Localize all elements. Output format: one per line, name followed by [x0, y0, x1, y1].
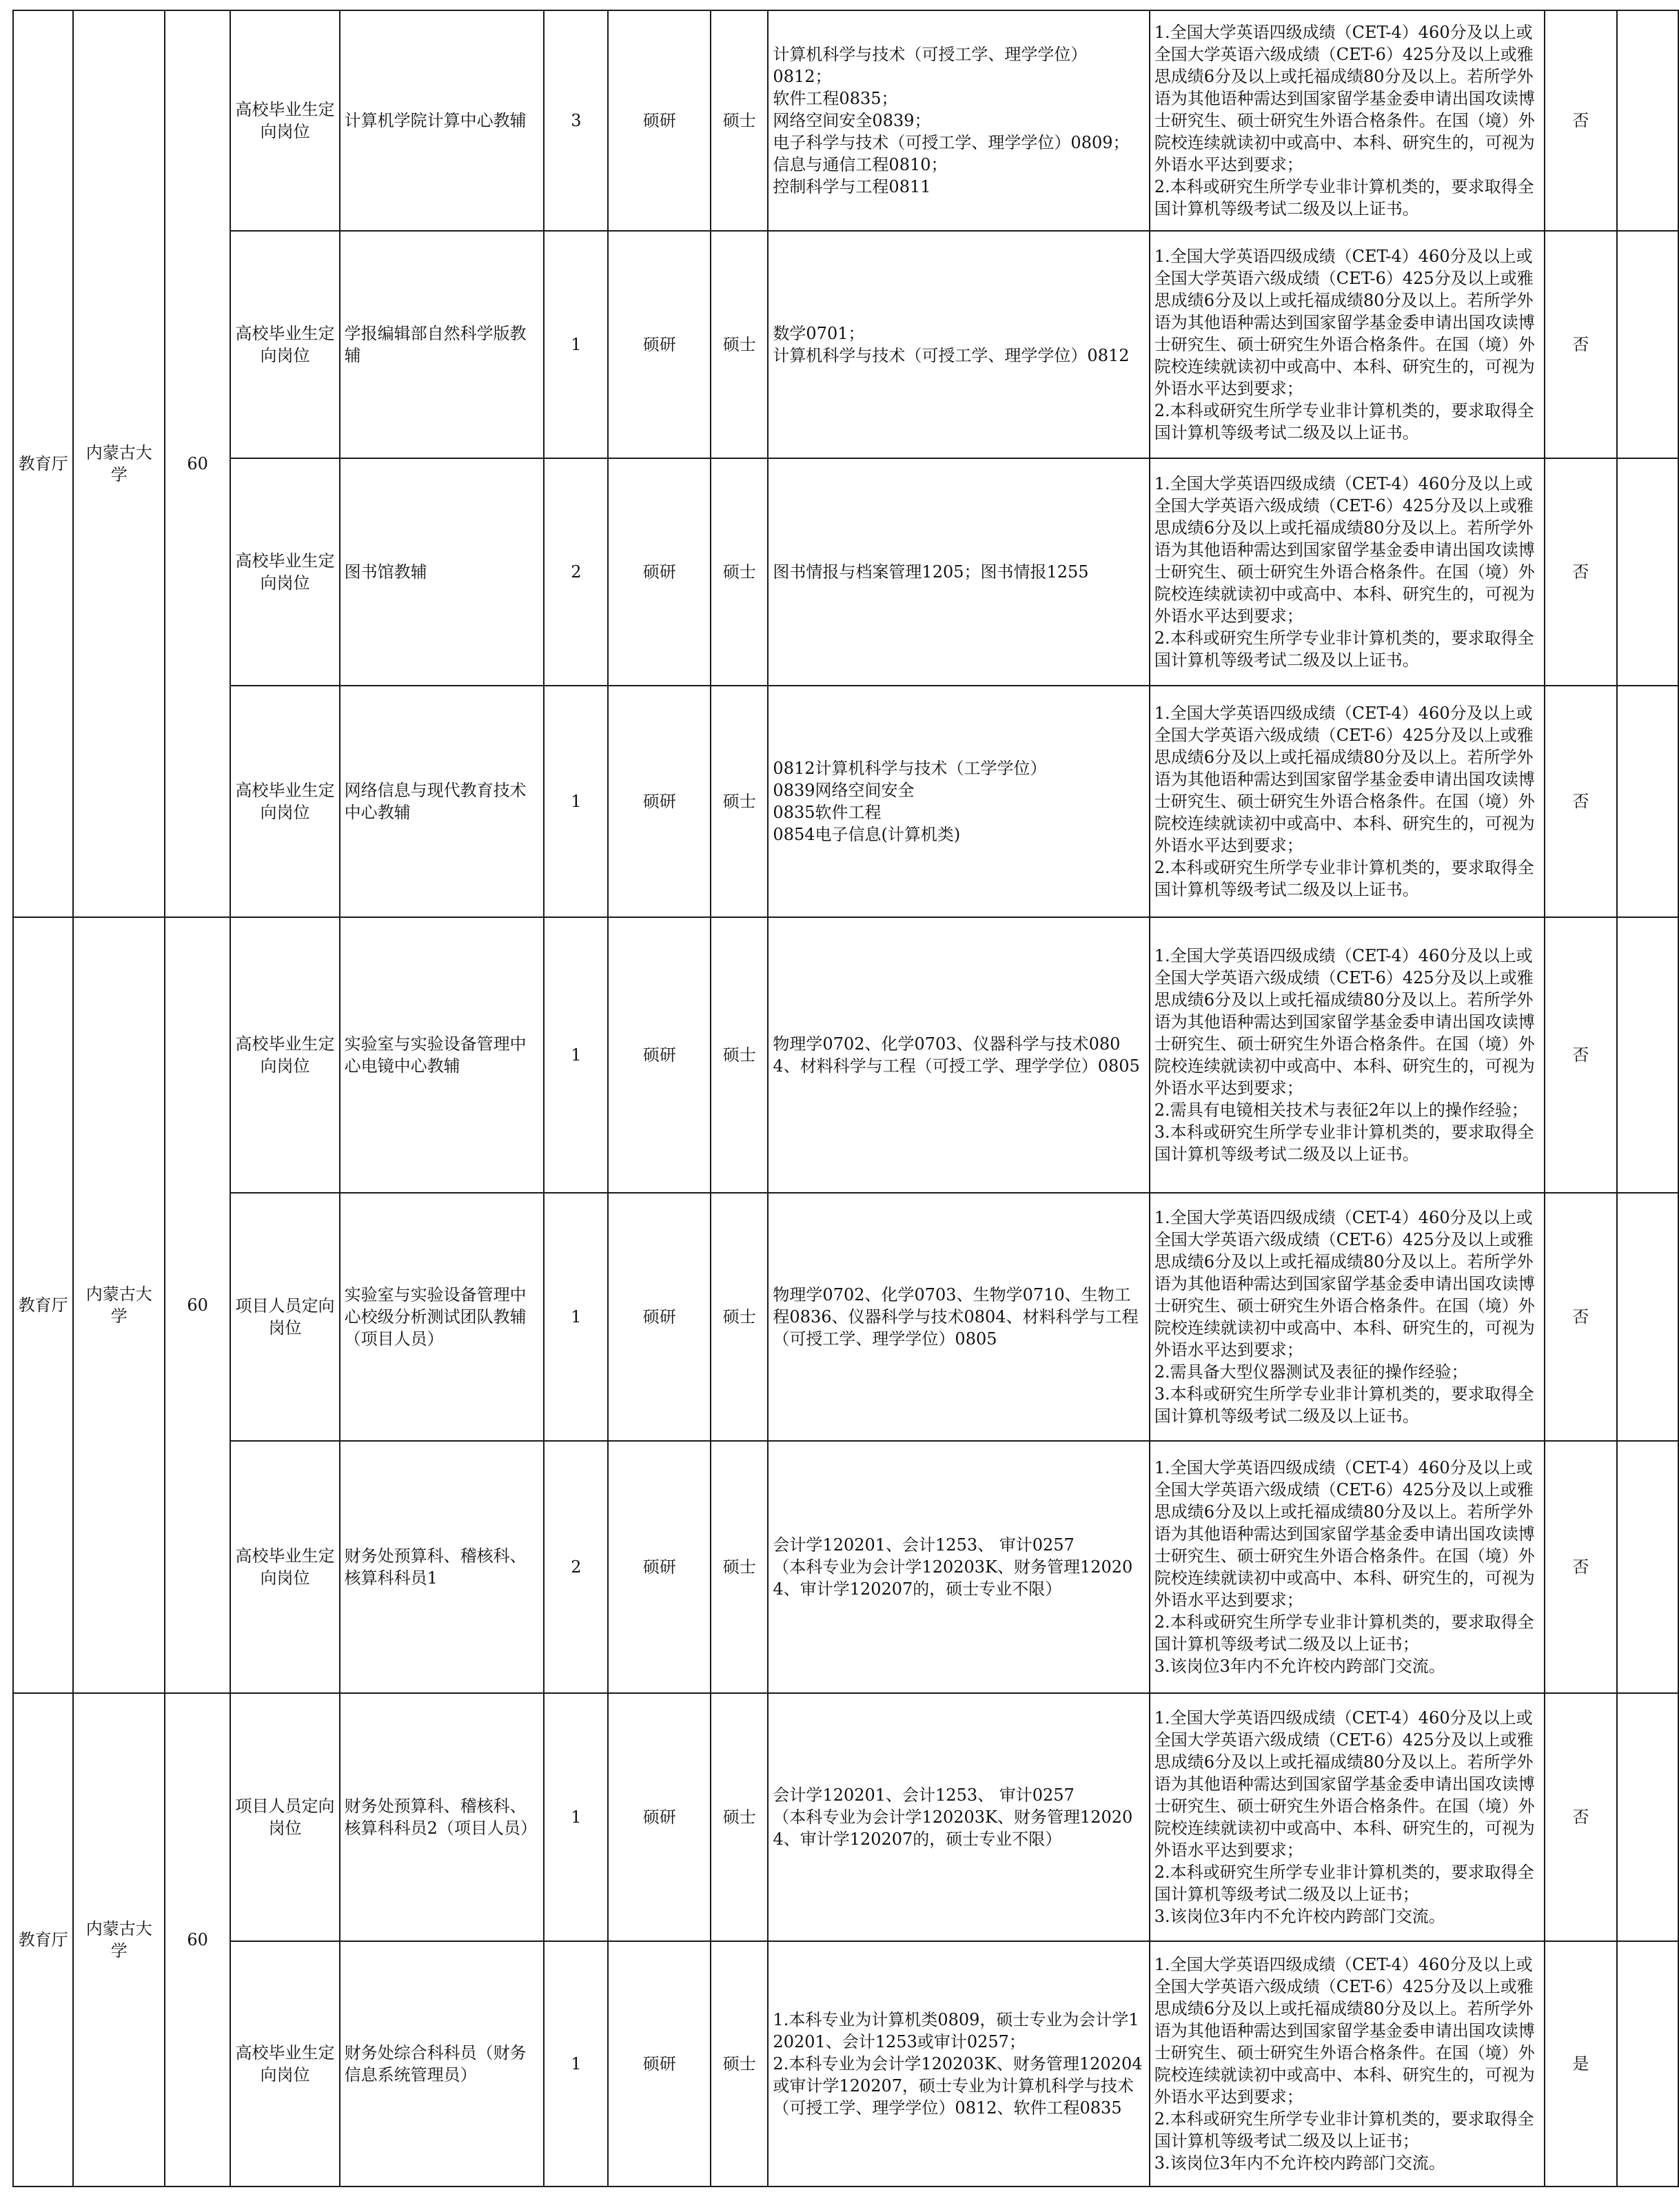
hire-count-cell: 3 [544, 10, 608, 231]
empty-cell [1617, 1193, 1678, 1441]
table-row [13, 1693, 1678, 1941]
degree-cell: 硕士 [711, 1941, 768, 2187]
empty-cell [1617, 1441, 1678, 1693]
degree-cell: 硕士 [711, 1193, 768, 1441]
unit-cell: 内蒙古大学 [73, 917, 165, 1693]
major-cell: 图书情报与档案管理1205；图书情报1255 [768, 458, 1149, 686]
flag-cell: 否 [1545, 1441, 1617, 1693]
position-name-cell: 计算机学院计算中心教辅 [340, 10, 545, 231]
dept-cell: 教育厅 [13, 10, 73, 917]
count-cell: 60 [165, 10, 230, 917]
major-cell: 会计学120201、会计1253、 审计0257 （本科专业为会计学120203K、财务管理120204、审计学120207的，硕士专业不限） [768, 1693, 1149, 1941]
position-name-cell: 实验室与实验设备管理中心电镜中心教辅 [340, 917, 545, 1193]
major-cell: 0812计算机科学与技术（工学学位） 0839网络空间安全 0835软件工程 0854电子信息(计算机类) [768, 686, 1149, 917]
dept-cell: 教育厅 [13, 917, 73, 1693]
table-row [13, 1441, 1678, 1693]
education-cell: 硕研 [608, 686, 711, 917]
education-cell: 硕研 [608, 458, 711, 686]
unit-cell: 内蒙古大学 [73, 1693, 165, 2187]
position-type-cell: 高校毕业生定向岗位 [230, 1441, 339, 1693]
education-cell: 硕研 [608, 10, 711, 231]
table-row [13, 10, 1678, 231]
flag-cell: 否 [1545, 917, 1617, 1193]
table-row [13, 686, 1678, 917]
hire-count-cell: 1 [544, 917, 608, 1193]
hire-count-cell: 2 [544, 458, 608, 686]
position-name-cell: 学报编辑部自然科学版教辅 [340, 231, 545, 458]
degree-cell: 硕士 [711, 686, 768, 917]
requirement-cell: 1.全国大学英语四级成绩（CET-4）460分及以上或全国大学英语六级成绩（CET-6）425分及以上或雅思成绩6分及以上或托福成绩80分及以上。若所学外语为其他语种需达到国家留学基金委申请出国攻读博士研究生、硕士研究生外语合格条件。在国（境）外院校连续就读初中或高中、本科、研究生的，可视为外语水平达到要求； 2.需具备大型仪器测试及表征的操作经验； 3.本科或研究生所学专业非计算机类的，要求取得全国计算机等级考试二级及以上证书。 [1150, 1193, 1545, 1441]
table-row [13, 917, 1678, 1193]
requirement-cell: 1.全国大学英语四级成绩（CET-4）460分及以上或全国大学英语六级成绩（CET-6）425分及以上或雅思成绩6分及以上或托福成绩80分及以上。若所学外语为其他语种需达到国家留学基金委申请出国攻读博士研究生、硕士研究生外语合格条件。在国（境）外院校连续就读初中或高中、本科、研究生的，可视为外语水平达到要求； 2.本科或研究生所学专业非计算机类的，要求取得全国计算机等级考试二级及以上证书； 3.该岗位3年内不允许校内跨部门交流。 [1150, 1441, 1545, 1693]
empty-cell [1617, 917, 1678, 1193]
major-cell: 会计学120201、会计1253、 审计0257 （本科专业为会计学120203K、财务管理120204、审计学120207的，硕士专业不限） [768, 1441, 1149, 1693]
recruitment-sheet [12, 10, 1679, 2187]
degree-cell: 硕士 [711, 1441, 768, 1693]
flag-cell: 是 [1545, 1941, 1617, 2187]
requirement-cell: 1.全国大学英语四级成绩（CET-4）460分及以上或全国大学英语六级成绩（CET-6）425分及以上或雅思成绩6分及以上或托福成绩80分及以上。若所学外语为其他语种需达到国家留学基金委申请出国攻读博士研究生、硕士研究生外语合格条件。在国（境）外院校连续就读初中或高中、本科、研究生的，可视为外语水平达到要求； 2.本科或研究生所学专业非计算机类的，要求取得全国计算机等级考试二级及以上证书。 [1150, 10, 1545, 231]
flag-cell: 否 [1545, 686, 1617, 917]
major-cell: 数学0701； 计算机科学与技术（可授工学、理学学位）0812 [768, 231, 1149, 458]
table-row [13, 1193, 1678, 1441]
empty-cell [1617, 1693, 1678, 1941]
hire-count-cell: 1 [544, 1693, 608, 1941]
flag-cell: 否 [1545, 231, 1617, 458]
education-cell: 硕研 [608, 917, 711, 1193]
empty-cell [1617, 10, 1678, 231]
hire-count-cell: 1 [544, 686, 608, 917]
degree-cell: 硕士 [711, 458, 768, 686]
dept-cell: 教育厅 [13, 1693, 73, 2187]
education-cell: 硕研 [608, 231, 711, 458]
position-type-cell: 高校毕业生定向岗位 [230, 10, 339, 231]
major-cell: 物理学0702、化学0703、生物学0710、生物工程0836、仪器科学与技术0804、材料科学与工程（可授工学、理学学位）0805 [768, 1193, 1149, 1441]
degree-cell: 硕士 [711, 1693, 768, 1941]
hire-count-cell: 2 [544, 1441, 608, 1693]
count-cell: 60 [165, 917, 230, 1693]
empty-cell [1617, 1941, 1678, 2187]
degree-cell: 硕士 [711, 10, 768, 231]
table-row [13, 458, 1678, 686]
position-name-cell: 财务处预算科、稽核科、核算科科员1 [340, 1441, 545, 1693]
position-name-cell: 网络信息与现代教育技术中心教辅 [340, 686, 545, 917]
major-cell: 计算机科学与技术（可授工学、理学学位） 0812； 软件工程0835； 网络空间安全0839； 电子科学与技术（可授工学、理学学位）0809； 信息与通信工程0810； 控制科学与工程0811 [768, 10, 1149, 231]
unit-cell: 内蒙古大学 [73, 10, 165, 917]
major-cell: 1.本科专业为计算机类0809，硕士专业为会计学120201、会计1253或审计0257； 2.本科专业为会计学120203K、财务管理120204或审计学120207，硕士专业为计算机科学与技术（可授工学、理学学位）0812、软件工程0835 [768, 1941, 1149, 2187]
major-cell: 物理学0702、化学0703、仪器科学与技术0804、材料科学与工程（可授工学、理学学位）0805 [768, 917, 1149, 1193]
position-type-cell: 高校毕业生定向岗位 [230, 458, 339, 686]
education-cell: 硕研 [608, 1941, 711, 2187]
position-name-cell: 图书馆教辅 [340, 458, 545, 686]
hire-count-cell: 1 [544, 1941, 608, 2187]
flag-cell: 否 [1545, 1193, 1617, 1441]
requirement-cell: 1.全国大学英语四级成绩（CET-4）460分及以上或全国大学英语六级成绩（CET-6）425分及以上或雅思成绩6分及以上或托福成绩80分及以上。若所学外语为其他语种需达到国家留学基金委申请出国攻读博士研究生、硕士研究生外语合格条件。在国（境）外院校连续就读初中或高中、本科、研究生的，可视为外语水平达到要求； 2.本科或研究生所学专业非计算机类的，要求取得全国计算机等级考试二级及以上证书； 3.该岗位3年内不允许校内跨部门交流。 [1150, 1941, 1545, 2187]
requirement-cell: 1.全国大学英语四级成绩（CET-4）460分及以上或全国大学英语六级成绩（CET-6）425分及以上或雅思成绩6分及以上或托福成绩80分及以上。若所学外语为其他语种需达到国家留学基金委申请出国攻读博士研究生、硕士研究生外语合格条件。在国（境）外院校连续就读初中或高中、本科、研究生的，可视为外语水平达到要求； 2.本科或研究生所学专业非计算机类的，要求取得全国计算机等级考试二级及以上证书。 [1150, 686, 1545, 917]
flag-cell: 否 [1545, 458, 1617, 686]
table-row [13, 231, 1678, 458]
degree-cell: 硕士 [711, 231, 768, 458]
position-name-cell: 财务处预算科、稽核科、核算科科员2（项目人员） [340, 1693, 545, 1941]
table-row [13, 1941, 1678, 2187]
requirement-cell: 1.全国大学英语四级成绩（CET-4）460分及以上或全国大学英语六级成绩（CET-6）425分及以上或雅思成绩6分及以上或托福成绩80分及以上。若所学外语为其他语种需达到国家留学基金委申请出国攻读博士研究生、硕士研究生外语合格条件。在国（境）外院校连续就读初中或高中、本科、研究生的，可视为外语水平达到要求； 2.本科或研究生所学专业非计算机类的，要求取得全国计算机等级考试二级及以上证书。 [1150, 231, 1545, 458]
requirement-cell: 1.全国大学英语四级成绩（CET-4）460分及以上或全国大学英语六级成绩（CET-6）425分及以上或雅思成绩6分及以上或托福成绩80分及以上。若所学外语为其他语种需达到国家留学基金委申请出国攻读博士研究生、硕士研究生外语合格条件。在国（境）外院校连续就读初中或高中、本科、研究生的，可视为外语水平达到要求； 2.本科或研究生所学专业非计算机类的，要求取得全国计算机等级考试二级及以上证书； 3.该岗位3年内不允许校内跨部门交流。 [1150, 1693, 1545, 1941]
empty-cell [1617, 231, 1678, 458]
requirement-cell: 1.全国大学英语四级成绩（CET-4）460分及以上或全国大学英语六级成绩（CET-6）425分及以上或雅思成绩6分及以上或托福成绩80分及以上。若所学外语为其他语种需达到国家留学基金委申请出国攻读博士研究生、硕士研究生外语合格条件。在国（境）外院校连续就读初中或高中、本科、研究生的，可视为外语水平达到要求； 2.需具有电镜相关技术与表征2年以上的操作经验； 3.本科或研究生所学专业非计算机类的，要求取得全国计算机等级考试二级及以上证书。 [1150, 917, 1545, 1193]
education-cell: 硕研 [608, 1193, 711, 1441]
recruitment-table [12, 10, 1679, 2187]
flag-cell: 否 [1545, 1693, 1617, 1941]
position-type-cell: 项目人员定向岗位 [230, 1193, 339, 1441]
flag-cell: 否 [1545, 10, 1617, 231]
empty-cell [1617, 458, 1678, 686]
hire-count-cell: 1 [544, 231, 608, 458]
position-name-cell: 实验室与实验设备管理中心校级分析测试团队教辅（项目人员） [340, 1193, 545, 1441]
empty-cell [1617, 686, 1678, 917]
degree-cell: 硕士 [711, 917, 768, 1193]
education-cell: 硕研 [608, 1693, 711, 1941]
position-type-cell: 高校毕业生定向岗位 [230, 231, 339, 458]
requirement-cell: 1.全国大学英语四级成绩（CET-4）460分及以上或全国大学英语六级成绩（CET-6）425分及以上或雅思成绩6分及以上或托福成绩80分及以上。若所学外语为其他语种需达到国家留学基金委申请出国攻读博士研究生、硕士研究生外语合格条件。在国（境）外院校连续就读初中或高中、本科、研究生的，可视为外语水平达到要求； 2.本科或研究生所学专业非计算机类的，要求取得全国计算机等级考试二级及以上证书。 [1150, 458, 1545, 686]
position-type-cell: 高校毕业生定向岗位 [230, 1941, 339, 2187]
position-name-cell: 财务处综合科科员（财务信息系统管理员） [340, 1941, 545, 2187]
hire-count-cell: 1 [544, 1193, 608, 1441]
education-cell: 硕研 [608, 1441, 711, 1693]
count-cell: 60 [165, 1693, 230, 2187]
position-type-cell: 高校毕业生定向岗位 [230, 917, 339, 1193]
position-type-cell: 项目人员定向岗位 [230, 1693, 339, 1941]
position-type-cell: 高校毕业生定向岗位 [230, 686, 339, 917]
